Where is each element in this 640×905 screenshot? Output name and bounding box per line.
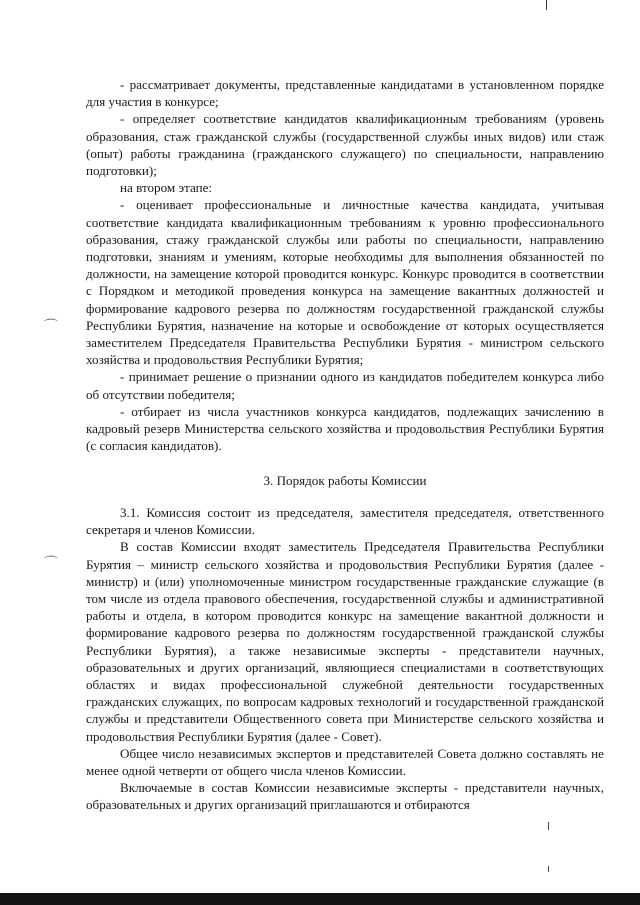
paragraph: - рассматривает документы, представленные кандидатами в установленном порядке для участия в конкурсе; <box>86 77 604 110</box>
paragraph: - определяет соответствие кандидатов квалификационным требованиям (уровень образования, стаж гражданской службы (государственной службы иных видов) или стаж (опыт) работы гражданина (гражданского служащего) по специальности, направлению подготовки); <box>86 111 604 179</box>
section-heading: 3. Порядок работы Комиссии <box>263 473 427 488</box>
scan-artifact-right <box>548 866 549 872</box>
paragraph: - отбирает из числа участников конкурса кандидатов, подлежащих зачислению в кадровый резерв Министерства сельского хозяйства и продовольствия Республики Бурятия (с согласия кандидатов). <box>86 403 604 454</box>
punch-hole-mark-lower: ⌒ <box>44 556 58 572</box>
scan-artifact-right <box>548 822 549 830</box>
paragraph: Общее число независимых экспертов и представителей Совета должно составлять не менее одной четверти от общего числа членов Комиссии. <box>86 745 604 779</box>
paragraph: на втором этапе: <box>120 180 213 196</box>
punch-hole-mark-upper: ⌒ <box>44 319 58 335</box>
scan-artifact-top <box>546 0 547 10</box>
paragraph: 3.1. Комиссия состоит из председателя, заместителя председателя, ответственного секретаря и членов Комиссии. <box>86 505 604 538</box>
paragraph: - оценивает профессиональные и личностные качества кандидата, учитывая соответствие кандидата квалификационным требованиям к уровню профессионального образования, стажу гражданской службы или работы по специальности, направлению подготовки, знаниям и умениям, которые необходимы для выполнения обязанностей по должности, на замещение которой проводится конкурс. Конкурс проводится в соответствии с Порядком и методикой проведения конкурса на замещение вакантных должностей и формирование кадрового резерва по должностям государственной гражданской службы Республики Бурятия, назначение на которые и освобождение от которых осуществляется заместителем Председателя Правительства Республики Бурятия - министром сельского хозяйства и продовольствия Республики Бурятия; <box>86 197 604 368</box>
text-block-bottom <box>86 504 604 814</box>
paragraph: В состав Комиссии входят заместитель Председателя Правительства Республики Бурятия – министр сельского хозяйства и продовольствия Республики Бурятия (далее - министр) и (или) уполномоченные министром государственные гражданские служащие (в том числе из отдела правового обеспечения, государственной службы и административной работы и отдела, в котором проводится конкурс на замещение вакантной должности и формирование кадрового резерва по должностям государственной гражданской службы Республики Бурятия), а также независимые эксперты - представители научных, образовательных и других организаций, являющиеся специалистами в соответствующих областях и видах профессиональной служебной деятельности государственных гражданских служащих, по вопросам кадровых технологий и государственной гражданской службы и представители Общественного совета при Министерстве сельского хозяйства и продовольствия Республики Бурятия (далее - Совет). <box>86 539 604 744</box>
paragraph: - принимает решение о признании одного из кандидатов победителем конкурса либо об отсутствии победителя; <box>86 369 604 402</box>
paragraph: Включаемые в состав Комиссии независимые эксперты - представители научных, образовательных и других организаций приглашаются и отбираются <box>86 780 604 813</box>
text-block-top <box>86 76 604 454</box>
scan-bottom-edge <box>0 893 640 905</box>
